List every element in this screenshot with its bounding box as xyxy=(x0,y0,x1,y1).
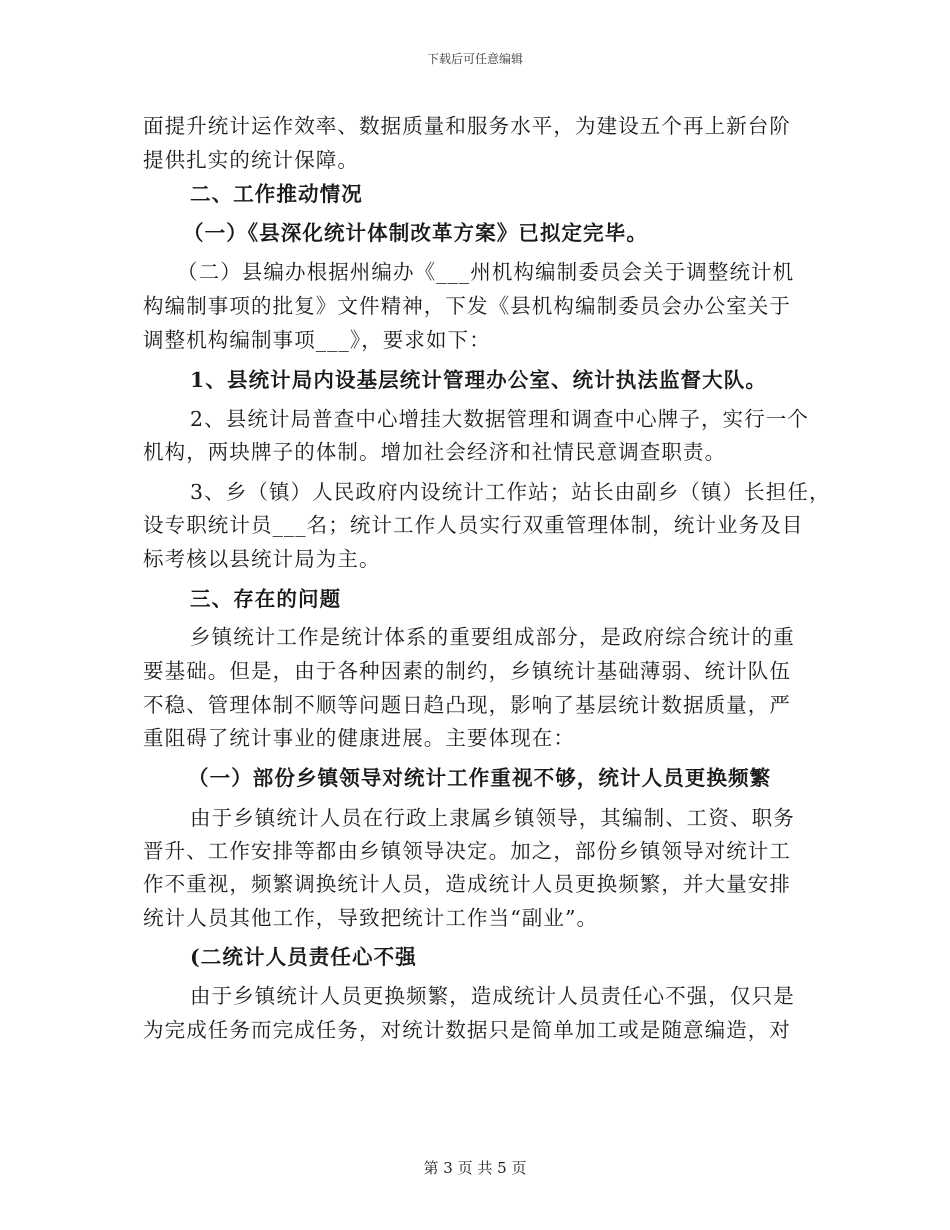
text-line: 由于乡镇统计人员在行政上隶属乡镇领导，其编制、工资、职务 xyxy=(190,806,795,830)
text-line: 设专职统计员___名；统计工作人员实行双重管理体制，统计业务及目 xyxy=(143,513,804,537)
text-line: 统计人员其他工作，导致把统计工作当“副业”。 xyxy=(143,906,599,930)
text-line: 要基础。但是，由于各种因素的制约，乡镇统计基础薄弱、统计队伍 xyxy=(143,659,791,683)
text-line: 构编制事项的批复》文件精神，下发《县机构编制委员会办公室关于 xyxy=(143,294,791,318)
page-footer: 第 3 页 共 5 页 xyxy=(423,1159,527,1177)
text-line: 面提升统计运作效率、数据质量和服务水平，为建设五个再上新台阶 xyxy=(143,114,791,138)
text-line: 提供扎实的统计保障。 xyxy=(143,148,359,172)
text-line: 标考核以县统计局为主。 xyxy=(143,547,381,571)
section-heading: 三、存在的问题 xyxy=(190,587,342,611)
text-line: 不稳、管理体制不顺等问题日趋凸现，影响了基层统计数据质量，严 xyxy=(143,693,791,717)
text-line: 乡镇统计工作是统计体系的重要组成部分，是政府综合统计的重 xyxy=(190,625,795,649)
sub-heading: （一）部份乡镇领导对统计工作重视不够，统计人员更换频繁 xyxy=(188,766,772,790)
text-line: 为完成任务而完成任务，对统计数据只是简单加工或是随意编造，对 xyxy=(143,1018,791,1042)
sub-heading: 1、县统计局内设基层统计管理办公室、统计执法监督大队。 xyxy=(190,368,767,392)
text-line: 调整机构编制事项___》，要求如下： xyxy=(143,328,491,352)
text-line: 3、乡（镇）人民政府内设统计工作站；站长由副乡（镇）长担任， xyxy=(190,480,831,504)
text-line: 重阻碍了统计事业的健康进展。主要体现在： xyxy=(143,726,575,750)
text-line: （二）县编办根据州编办《___州机构编制委员会关于调整统计机 xyxy=(177,260,795,284)
text-line: 晋升、工作安排等都由乡镇领导决定。加之，部份乡镇领导对统计工 xyxy=(143,839,791,863)
text-line: 作不重视，频繁调换统计人员，造成统计人员更换频繁，并大量安排 xyxy=(143,872,791,896)
text-line: 2、县统计局普查中心增挂大数据管理和调查中心牌子，实行一个 xyxy=(190,407,809,431)
sub-heading: (二统计人员责任心不强 xyxy=(190,945,417,969)
text-line: 由于乡镇统计人员更换频繁，造成统计人员责任心不强，仅只是 xyxy=(190,984,795,1008)
sub-heading: （一）《县深化统计体制改革方案》已拟定完毕。 xyxy=(183,221,648,245)
section-heading: 二、工作推动情况 xyxy=(190,182,363,206)
text-line: 机构，两块牌子的体制。增加社会经济和社情民意调查职责。 xyxy=(143,440,727,464)
page-header: 下载后可任意编辑 xyxy=(426,52,523,66)
